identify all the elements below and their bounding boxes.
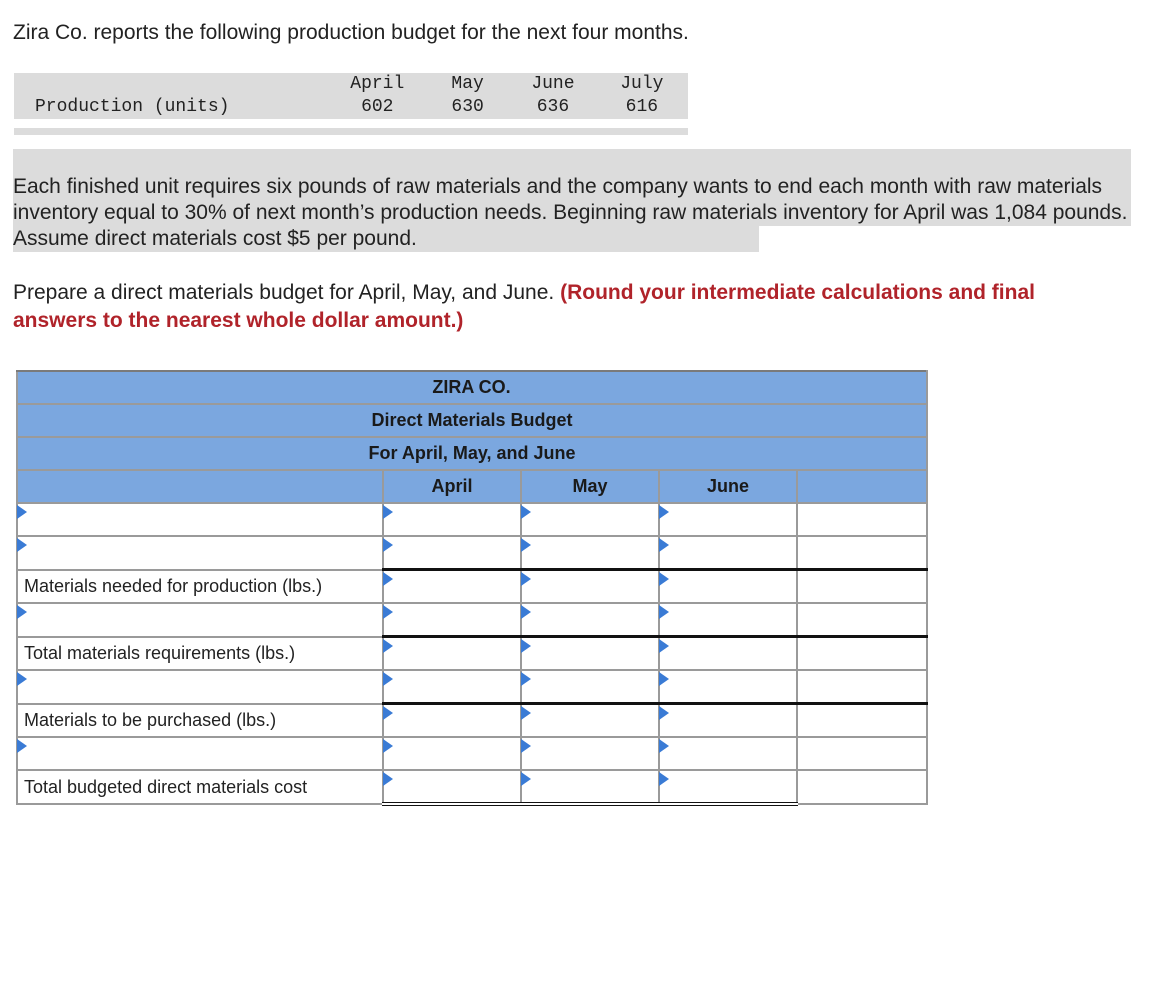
dropdown-marker-icon	[383, 706, 393, 720]
april-value-input[interactable]	[384, 537, 520, 568]
april-input[interactable]	[383, 570, 521, 604]
may-value-input[interactable]	[522, 504, 658, 535]
april-value-input[interactable]	[384, 671, 520, 702]
may-value-input[interactable]	[522, 537, 658, 568]
june-input[interactable]	[659, 770, 797, 804]
april-value-input[interactable]	[384, 604, 520, 635]
production-value-july: 616	[625, 97, 659, 117]
june-value-input[interactable]	[660, 771, 796, 802]
june-input[interactable]	[659, 570, 797, 604]
budget-row	[17, 704, 927, 738]
april-input[interactable]	[383, 737, 521, 770]
row-label-dropdown[interactable]	[17, 536, 383, 570]
may-input[interactable]	[521, 603, 659, 637]
may-value-input[interactable]	[522, 638, 658, 669]
budget-period: For April, May, and June	[17, 437, 927, 470]
june-value-input[interactable]	[660, 571, 796, 602]
dropdown-marker-icon	[659, 772, 669, 786]
budget-row	[17, 503, 927, 536]
june-input[interactable]	[659, 670, 797, 704]
june-input[interactable]	[659, 704, 797, 738]
budget-column-header-row	[17, 470, 927, 503]
production-values-row	[14, 96, 688, 119]
may-value-input[interactable]	[522, 604, 658, 635]
may-input[interactable]	[521, 704, 659, 738]
production-value-may: 630	[451, 97, 484, 117]
dropdown-marker-icon	[383, 572, 393, 586]
dropdown-marker-icon	[383, 772, 393, 786]
dropdown-marker-icon	[659, 538, 669, 552]
budget-period-row	[17, 437, 927, 470]
budget-row	[17, 536, 927, 570]
budget-row	[17, 770, 927, 804]
row-label-materials-to-be-purchased: Materials to be purchased (lbs.)	[17, 704, 383, 738]
dropdown-marker-icon	[659, 706, 669, 720]
june-value-input[interactable]	[660, 604, 796, 635]
may-input[interactable]	[521, 536, 659, 570]
dropdown-marker-icon	[521, 538, 531, 552]
intro-text: Zira Co. reports the following production budget for the next four months.	[13, 21, 689, 44]
column-header-june: June	[659, 470, 797, 503]
june-input[interactable]	[659, 637, 797, 671]
budget-title: Direct Materials Budget	[17, 404, 927, 437]
production-header-row	[14, 73, 688, 96]
dropdown-marker-icon	[521, 605, 531, 619]
dropdown-marker-icon	[383, 639, 393, 653]
budget-company-row	[17, 371, 927, 404]
dropdown-marker-icon	[383, 538, 393, 552]
april-input[interactable]	[383, 770, 521, 804]
production-budget-table	[14, 73, 688, 119]
dropdown-marker-icon	[383, 605, 393, 619]
dropdown-marker-icon	[521, 672, 531, 686]
budget-row	[17, 637, 927, 671]
june-value-input[interactable]	[660, 705, 796, 736]
may-value-input[interactable]	[522, 771, 658, 802]
problem-description: Each finished unit requires six pounds of raw materials and the company wants to end each month with raw materials inventory equal to 30% of next month’s production needs. Beginning raw materials inventory for April was 1,084 pounds. Assume direct materials cost $5 per pound.	[13, 149, 1131, 252]
june-value-input[interactable]	[660, 638, 796, 669]
production-table-rule	[14, 128, 688, 135]
budget-row	[17, 603, 927, 637]
april-value-input[interactable]	[384, 571, 520, 602]
task-prompt-text: Prepare a direct materials budget for April, May, and June.	[13, 281, 555, 304]
june-input[interactable]	[659, 503, 797, 536]
row-label-dropdown[interactable]	[17, 670, 383, 704]
april-input[interactable]	[383, 704, 521, 738]
budget-row	[17, 570, 927, 604]
budget-row	[17, 670, 927, 704]
june-input[interactable]	[659, 737, 797, 770]
budget-title-row	[17, 404, 927, 437]
june-value-input[interactable]	[660, 738, 796, 769]
budget-company-name: ZIRA CO.	[17, 371, 927, 404]
april-input[interactable]	[383, 536, 521, 570]
april-input[interactable]	[383, 637, 521, 671]
dropdown-marker-icon	[17, 605, 27, 619]
dropdown-marker-icon	[17, 672, 27, 686]
production-budget-table-wrap	[14, 73, 688, 135]
row-label-total-budgeted-cost: Total budgeted direct materials cost	[17, 770, 383, 804]
budget-row	[17, 737, 927, 770]
row-label-materials-needed: Materials needed for production (lbs.)	[17, 570, 383, 604]
dropdown-marker-icon	[383, 739, 393, 753]
dropdown-marker-icon	[383, 505, 393, 519]
april-value-input[interactable]	[384, 771, 520, 802]
dropdown-marker-icon	[659, 505, 669, 519]
may-value-input[interactable]	[522, 671, 658, 702]
row-label-dropdown[interactable]	[17, 603, 383, 637]
june-value-input[interactable]	[660, 504, 796, 535]
production-value-april: 602	[361, 97, 394, 117]
production-month-july: July	[620, 74, 664, 94]
dropdown-marker-icon	[17, 538, 27, 552]
may-input[interactable]	[521, 737, 659, 770]
dropdown-marker-icon	[659, 739, 669, 753]
row-label-total-materials-requirements: Total materials requirements (lbs.)	[17, 637, 383, 671]
production-value-june: 636	[536, 97, 570, 117]
production-month-june: June	[531, 74, 575, 94]
column-header-april: April	[383, 470, 521, 503]
dropdown-marker-icon	[521, 772, 531, 786]
dropdown-marker-icon	[659, 572, 669, 586]
row-label-dropdown[interactable]	[17, 503, 383, 536]
may-input[interactable]	[521, 503, 659, 536]
dropdown-marker-icon	[521, 639, 531, 653]
may-input[interactable]	[521, 770, 659, 804]
june-input[interactable]	[659, 536, 797, 570]
dropdown-marker-icon	[521, 505, 531, 519]
dropdown-marker-icon	[659, 605, 669, 619]
production-month-may: May	[451, 74, 484, 94]
may-value-input[interactable]	[522, 705, 658, 736]
dropdown-marker-icon	[521, 572, 531, 586]
april-value-input[interactable]	[384, 705, 520, 736]
may-value-input[interactable]	[522, 571, 658, 602]
april-input[interactable]	[383, 603, 521, 637]
rounding-instruction: (Round your intermediate calculations and final answers to the nearest whole dollar amount.)	[13, 281, 1035, 332]
may-input[interactable]	[521, 637, 659, 671]
dropdown-marker-icon	[659, 639, 669, 653]
april-value-input[interactable]	[384, 738, 520, 769]
may-input[interactable]	[521, 570, 659, 604]
june-input[interactable]	[659, 603, 797, 637]
june-value-input[interactable]	[660, 537, 796, 568]
dropdown-marker-icon	[521, 706, 531, 720]
april-value-input[interactable]	[384, 638, 520, 669]
direct-materials-budget-table	[16, 370, 928, 806]
may-input[interactable]	[521, 670, 659, 704]
dropdown-marker-icon	[17, 505, 27, 519]
june-value-input[interactable]	[660, 671, 796, 702]
may-value-input[interactable]	[522, 738, 658, 769]
dropdown-marker-icon	[659, 672, 669, 686]
dropdown-marker-icon	[17, 739, 27, 753]
april-value-input[interactable]	[384, 504, 520, 535]
column-header-may: May	[521, 470, 659, 503]
april-input[interactable]	[383, 670, 521, 704]
dropdown-marker-icon	[383, 672, 393, 686]
task-prompt	[13, 279, 1113, 335]
row-label-dropdown[interactable]	[17, 737, 383, 770]
production-month-april: April	[350, 74, 405, 94]
production-label: Production (units)	[35, 97, 230, 117]
april-input[interactable]	[383, 503, 521, 536]
dropdown-marker-icon	[521, 739, 531, 753]
